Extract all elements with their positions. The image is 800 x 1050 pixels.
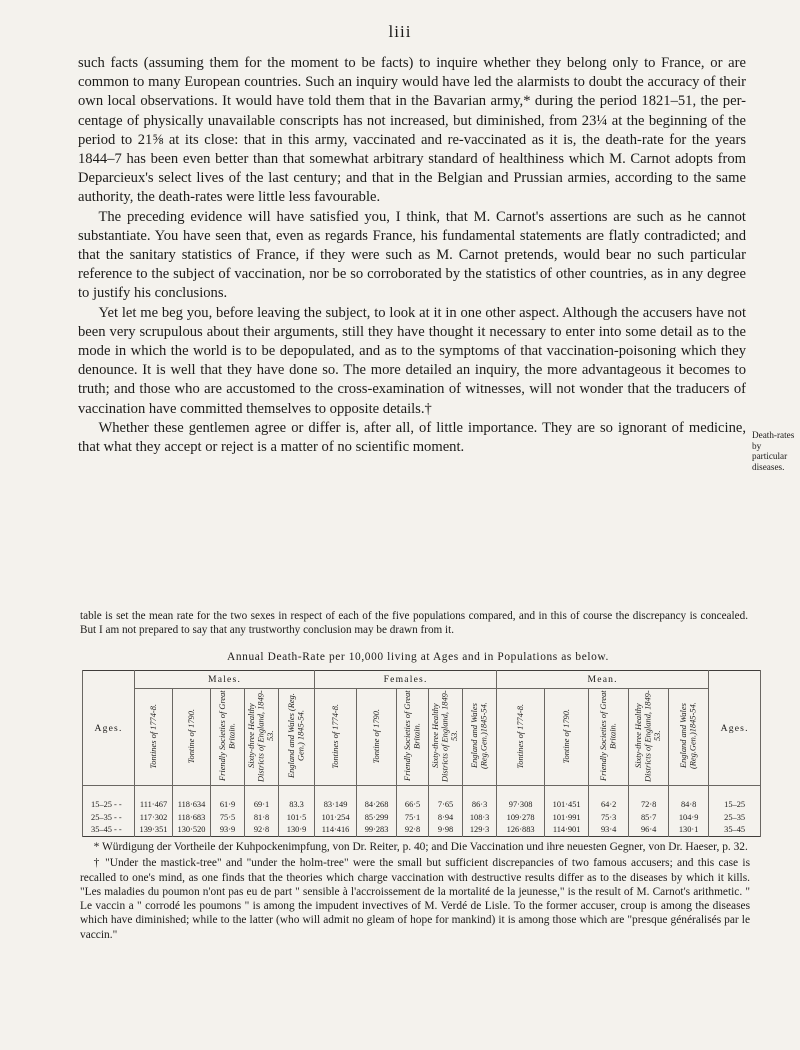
- table-cell: 75·3: [589, 811, 629, 824]
- age-cell: 25–35 - -: [83, 811, 135, 824]
- table-cell: 97·308: [497, 799, 545, 812]
- table-row: [83, 824, 761, 837]
- column-header: Sixty-three Healthy Districts of England, 1849-53.: [629, 689, 669, 786]
- age-cell: 15–25: [709, 799, 761, 812]
- table-cell: 72·8: [629, 799, 669, 812]
- table-cell: 9·98: [429, 824, 463, 837]
- column-header: England and Wales (Reg.Gen.)1845-54.: [669, 689, 709, 786]
- males-group-header: Males.: [135, 671, 315, 689]
- column-header: Tontines of 1774-8.: [497, 689, 545, 786]
- mean-group-header: Mean.: [497, 671, 709, 689]
- table-cell: 126·883: [497, 824, 545, 837]
- table-cell: 84·268: [357, 799, 397, 812]
- age-cell: 25–35: [709, 811, 761, 824]
- table-caption: Annual Death-Rate per 10,000 living at Ages and in Populations as below.: [227, 651, 609, 663]
- table-cell: 85·7: [629, 811, 669, 824]
- footnote: * Würdigung der Vortheile der Kuhpockenimpfung, von Dr. Reiter, p. 40; and Die Vaccination und ihre neuesten Gegner, von Dr. Haeser, p. 32.: [93, 841, 748, 853]
- column-header: Friendly Societies of Great Britain.: [211, 689, 245, 786]
- table-cell: 139·351: [135, 824, 173, 837]
- age-cell: 15–25 - -: [83, 799, 135, 812]
- table-cell: 108·3: [463, 811, 497, 824]
- main-text: [78, 54, 746, 457]
- column-header: Sixty-three Healthy Districts of England, 1849-53.: [429, 689, 463, 786]
- table-cell: 101·451: [545, 799, 589, 812]
- column-header: Tontines of 1774-8.: [135, 689, 173, 786]
- table-cell: 83.3: [279, 799, 315, 812]
- table-cell: 92·8: [245, 824, 279, 837]
- column-header: Sixty-three Healthy Districts of England, 1849-53.: [245, 689, 279, 786]
- table-cell: 85·299: [357, 811, 397, 824]
- table-cell: 111·467: [135, 799, 173, 812]
- table-cell: 69·1: [245, 799, 279, 812]
- table-cell: 130·9: [279, 824, 315, 837]
- ages-header-right: Ages.: [709, 671, 761, 786]
- ages-header-left: Ages.: [83, 671, 135, 786]
- table-cell: 130·520: [173, 824, 211, 837]
- table-cell: 93·4: [589, 824, 629, 837]
- column-header: England and Wales (Reg. Gen.) 1845-54.: [279, 689, 315, 786]
- table-cell: 83·149: [315, 799, 357, 812]
- table-cell: 101·991: [545, 811, 589, 824]
- females-group-header: Females.: [315, 671, 497, 689]
- page-number: liii: [388, 22, 412, 41]
- death-rate-table-container: [82, 670, 750, 837]
- table-cell: 66·5: [397, 799, 429, 812]
- table-cell: 130·1: [669, 824, 709, 837]
- table-cell: 75·5: [211, 811, 245, 824]
- footnotes: [80, 840, 750, 942]
- table-cell: 101·5: [279, 811, 315, 824]
- table-cell: 93·9: [211, 824, 245, 837]
- paragraph: such facts (assuming them for the moment to be facts) to inquire whether they belong only to France, or are common to many European countries. Such an inquiry would have led the alarmists to doubt the accuracy of their own local observations. It would have told them that in the Bavarian army,* during the period 1821–51, the per-centage of physically unavailable conscripts has not increased, but diminished, from 23¼ at the beginning of the period to 21⅝ at its close: that in this army, vaccinated and re-vaccinated as it is, the death-rate for the years 1844–7 has been even better than that somewhat arbitrary standard of healthiness which M. Carnot adopts from Deparcieux's select lives of the last century; and that in the Belgian and Prussian armies, according to the same authority, the death-rates were little less favourable.: [78, 55, 746, 206]
- table-cell: 81·8: [245, 811, 279, 824]
- table-group-header-row: [83, 671, 761, 689]
- paragraph: The preceding evidence will have satisfied you, I think, that M. Carnot's assertions are such as he cannot substantiate. You have seen that, even as regards France, his fundamental statements are flatly contradicted; and that the sanitary statistics of France, if they were such as M. Carnot pretends, would bear no such particular reference to the subject of vaccination, nor be so corroborated by the statistics of other countries, as in any degree to justify his conclusions.: [78, 208, 746, 302]
- table-cell: 96·4: [629, 824, 669, 837]
- table-cell: 101·254: [315, 811, 357, 824]
- table-cell: 109·278: [497, 811, 545, 824]
- table-cell: 117·302: [135, 811, 173, 824]
- table-cell: 114·901: [545, 824, 589, 837]
- table-column-header-row: [83, 689, 761, 786]
- table-cell: 92·8: [397, 824, 429, 837]
- table-row: [83, 811, 761, 824]
- column-header: Tontine of 1790.: [357, 689, 397, 786]
- table-cell: 84·8: [669, 799, 709, 812]
- table-intro-text: table is set the mean rate for the two sexes in respect of each of the five populations compared, and in this of course the discrepancy is concealed. But I am not prepared to say that any trustworthy conclusion may be drawn from it.: [80, 610, 748, 636]
- table-cell: 75·1: [397, 811, 429, 824]
- table-row: [83, 799, 761, 812]
- age-cell: 35–45: [709, 824, 761, 837]
- column-header: Friendly Societies of Great Britain.: [589, 689, 629, 786]
- table-cell: 86·3: [463, 799, 497, 812]
- paragraph: Yet let me beg you, before leaving the subject, to look at it in one other aspect. Although the accusers have not been very scrupulous about their arguments, still they have thought it necessary to enter into some detail as to the mode in which the world is to be depopulated, and as to the symptoms of that vaccination-poisoning which they denounce. It is well that they have done so. The more detailed an inquiry, the more advantageous it becomes to truth; and those who are accustomed to the cross-examination of witnesses, will not wonder that the traducers of vaccination have committed themselves to opposite details.†: [78, 304, 746, 417]
- table-cell: 64·2: [589, 799, 629, 812]
- table-cell: 8·94: [429, 811, 463, 824]
- table-cell: 118·683: [173, 811, 211, 824]
- margin-note: Death-rates by particular diseases.: [752, 430, 795, 472]
- age-cell: 35–45 - -: [83, 824, 135, 837]
- table-cell: 7·65: [429, 799, 463, 812]
- footnote: † "Under the mastick-tree" and "under the holm-tree" were the small but sufficient discrepancies of two famous accusers; and this case is recalled to one's mind, as one finds that the theories which charge vaccination with destructive results differ as to the diseases by which it kills. "Les maladies du poumon n'ont pas eu de part " sensible à l'accroissement de la mortalité de la jeunesse," is the result of M. Carnot's arithmetic. " Le vaccin a " corrodé les poumons " is among the impudent invectives of M. Verdé de Lisle. To the former accuser, croup is among the diseases which have diminished; while to the latter (who will admit no gleam of hope for mankind) it is among those which are "presque généralisés par le vaccin.": [80, 857, 750, 941]
- paragraph: Whether these gentlemen agree or differ is, after all, of little importance. They are so ignorant of medicine, that what they accept or reject is a matter of no scientific moment.: [78, 419, 746, 456]
- death-rate-table: [82, 670, 761, 837]
- table-cell: 114·416: [315, 824, 357, 837]
- table-cell: 118·634: [173, 799, 211, 812]
- column-header: Tontine of 1790.: [173, 689, 211, 786]
- table-cell: 99·283: [357, 824, 397, 837]
- table-cell: 129·3: [463, 824, 497, 837]
- column-header: Friendly Societies of Great Britain.: [397, 689, 429, 786]
- table-cell: 61·9: [211, 799, 245, 812]
- column-header: Tontines of 1774-8.: [315, 689, 357, 786]
- column-header: England and Wales (Reg.Gen.)1845-54.: [463, 689, 497, 786]
- table-cell: 104·9: [669, 811, 709, 824]
- column-header: Tontine of 1790.: [545, 689, 589, 786]
